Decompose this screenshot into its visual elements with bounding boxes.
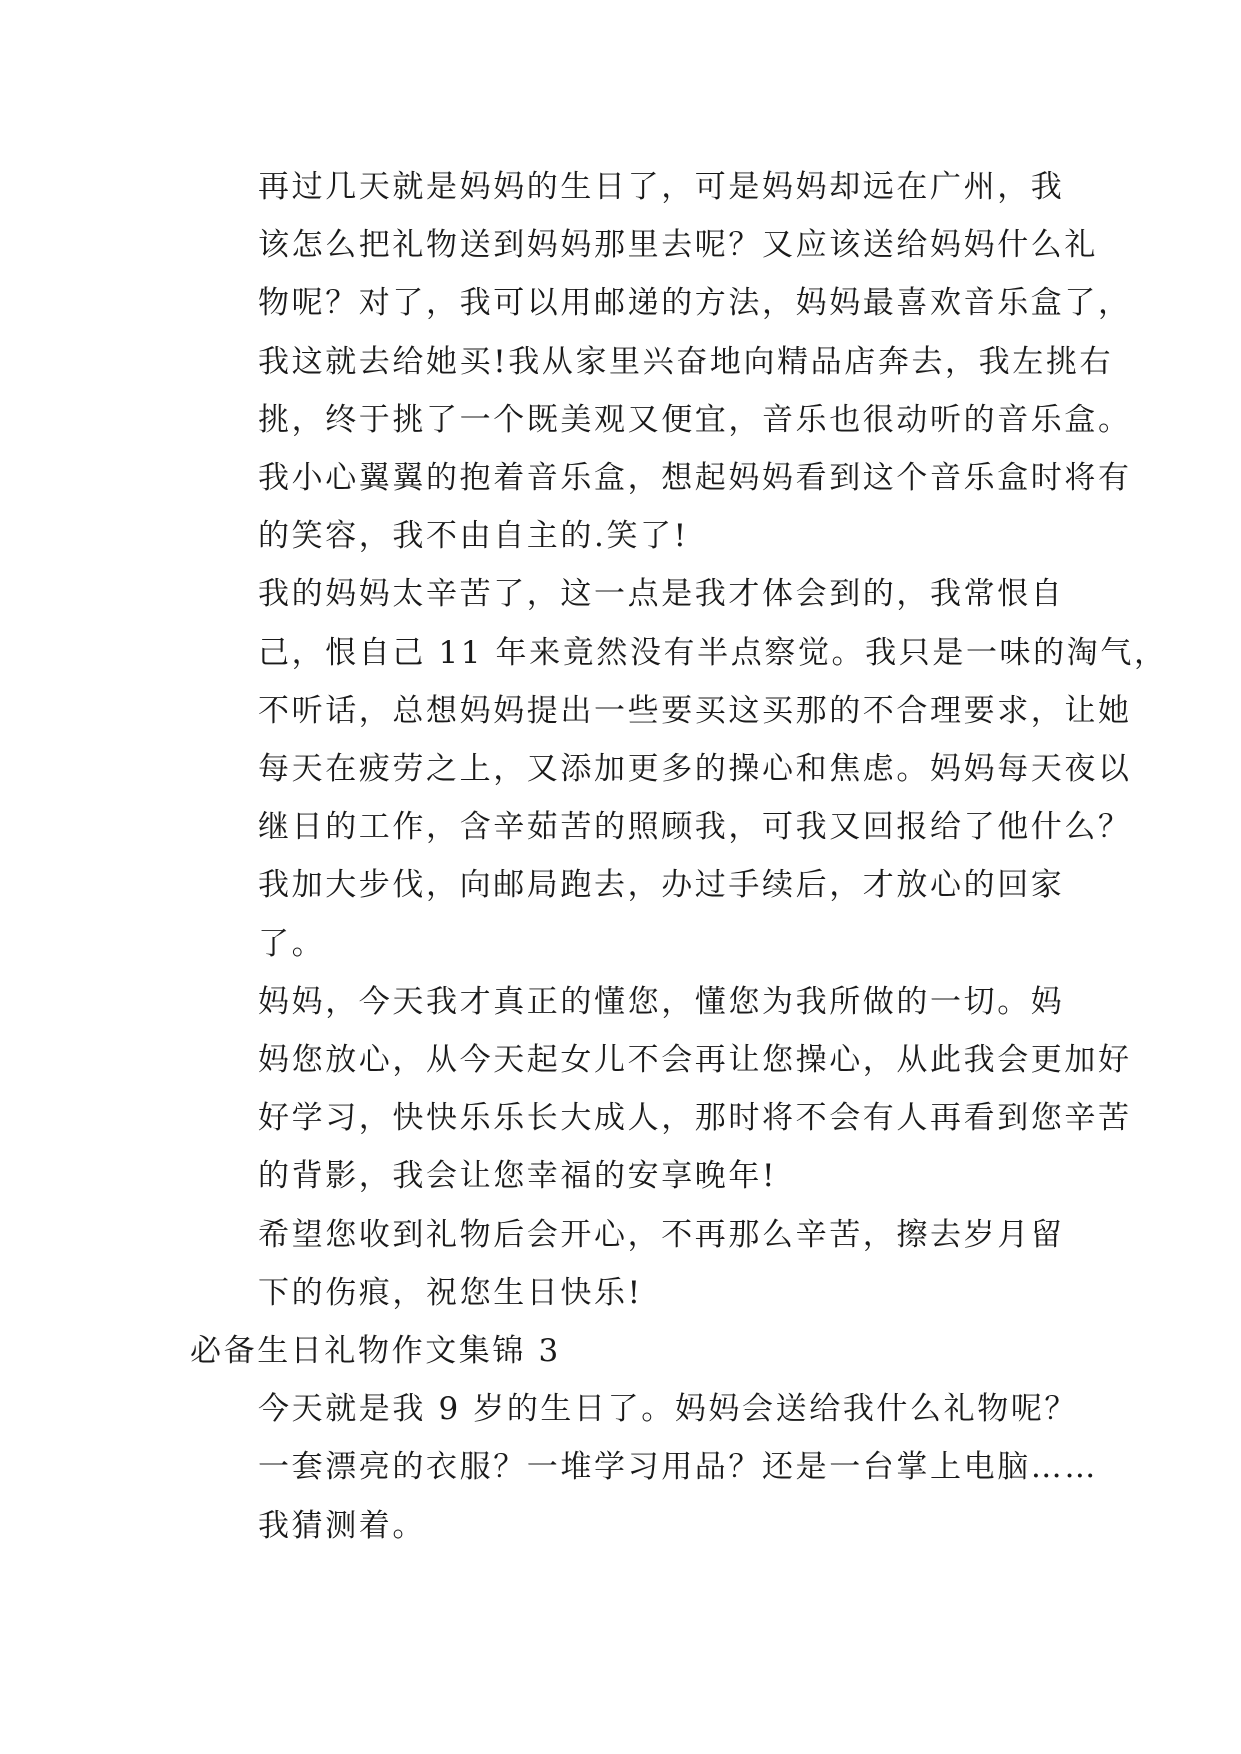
text-line: 我加大步伐，向邮局跑去，办过手续后，才放心的回家 [258, 867, 1065, 904]
text-line: 妈您放心，从今天起女儿不会再让您操心，从此我会更加好 [258, 1042, 1132, 1079]
text-line: 该怎么把礼物送到妈妈那里去呢？又应该送给妈妈什么礼 [258, 227, 1098, 264]
text-line: 下的伤痕，祝您生日快乐! [258, 1274, 643, 1311]
text-line: 的背影，我会让您幸福的安享晚年! [258, 1158, 778, 1195]
text-line: 物呢？对了，我可以用邮递的方法，妈妈最喜欢音乐盒了， [258, 285, 1132, 322]
text-line: 了。 [258, 925, 326, 962]
paragraph-mother-hardship [190, 565, 1168, 856]
text-line: 我猜测着。 [258, 1507, 426, 1544]
paragraph-ninth-birthday [190, 1380, 1098, 1555]
text-line: 我小心翼翼的抱着音乐盒，想起妈妈看到这个音乐盒时将有 [258, 460, 1132, 497]
text-line: 一套漂亮的衣服？一堆学习用品？还是一台掌上电脑…… [258, 1449, 1098, 1486]
text-line: 继日的工作，含辛茹苦的照顾我，可我又回报给了他什么？ [258, 809, 1132, 846]
text-line: 我的妈妈太辛苦了，这一点是我才体会到的，我常恨自 [258, 576, 1065, 613]
text-line: 的笑容，我不由自主的.笑了! [258, 518, 689, 555]
text-line: 我这就去给她买!我从家里兴奋地向精品店奔去，我左挑右 [258, 343, 1114, 380]
text-line: 挑，终于挑了一个既美观又便宜，音乐也很动听的音乐盒。 [258, 401, 1132, 438]
paragraph-post-office [190, 856, 1070, 972]
paragraph-birthday-gift [190, 158, 1132, 565]
section-heading: 必备生日礼物作文集锦 3 [190, 1333, 561, 1370]
paragraph-wishes [190, 1206, 1070, 1322]
paragraph-understanding [190, 973, 1132, 1206]
text-line: 己，恨自己 11 年来竟然没有半点察觉。我只是一味的淘气， [258, 634, 1168, 671]
text-line: 不听话，总想妈妈提出一些要买这买那的不合理要求，让她 [258, 692, 1132, 729]
text-line: 今天就是我 9 岁的生日了。妈妈会送给我什么礼物呢？ [258, 1391, 1079, 1428]
text-line: 好学习，快快乐乐长大成人，那时将不会有人再看到您辛苦 [258, 1100, 1132, 1137]
text-line: 每天在疲劳之上，又添加更多的操心和焦虑。妈妈每天夜以 [258, 751, 1132, 788]
text-line: 妈妈，今天我才真正的懂您，懂您为我所做的一切。妈 [258, 983, 1065, 1020]
text-line: 希望您收到礼物后会开心，不再那么辛苦，擦去岁月留 [258, 1216, 1065, 1253]
document-body [190, 158, 1168, 1555]
text-line: 再过几天就是妈妈的生日了，可是妈妈却远在广州，我 [258, 169, 1065, 205]
